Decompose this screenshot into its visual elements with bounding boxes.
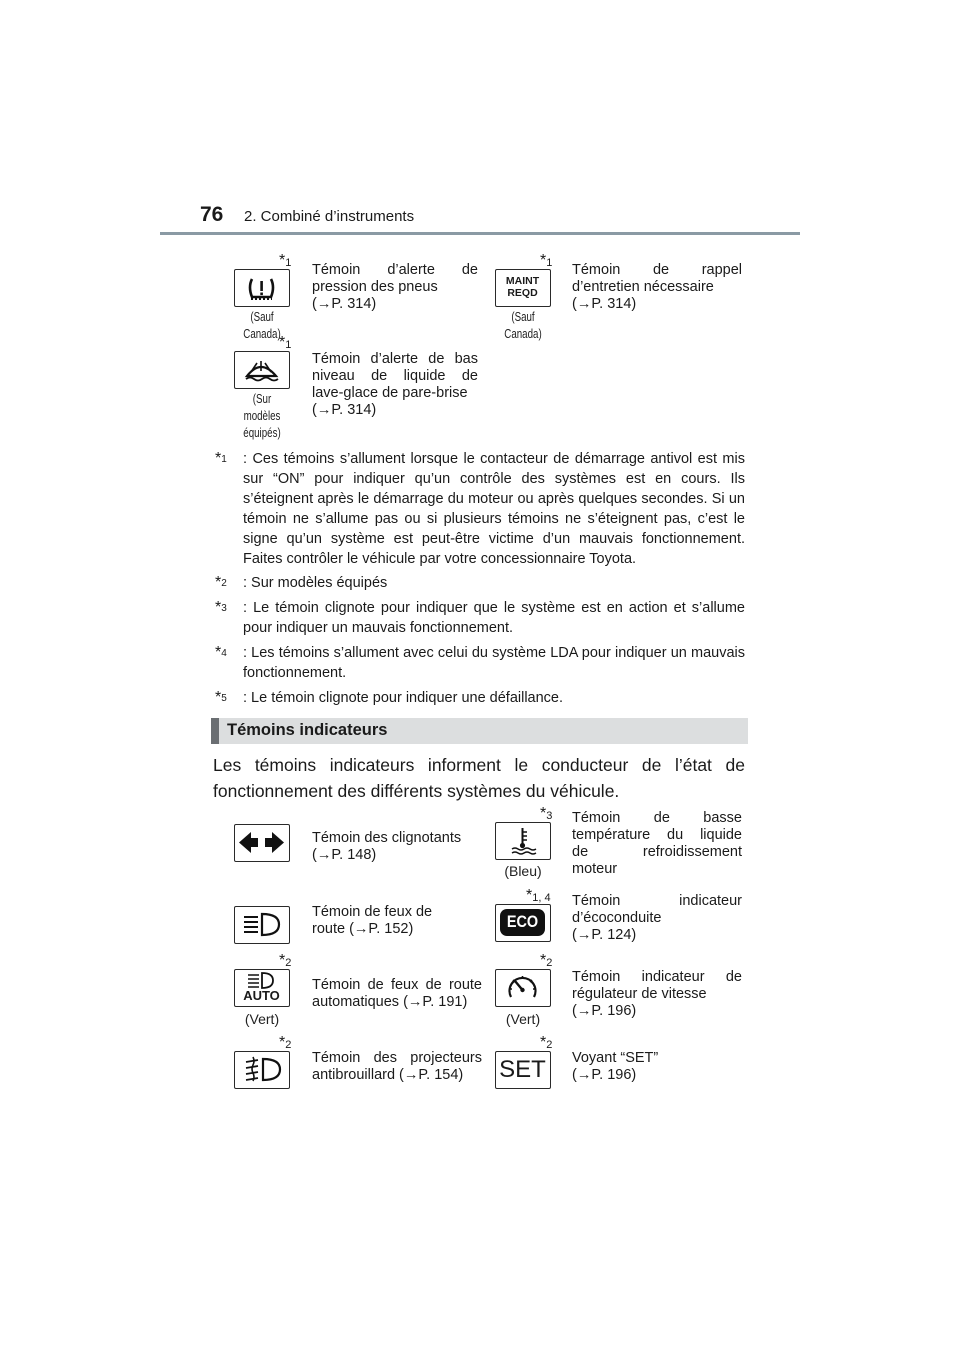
note-marker: *$^1$ [279, 252, 292, 269]
icon-caption: (Vert) [505, 1011, 541, 1027]
indicator-description: Témoin indicateur d’écoconduite (→P. 124) [572, 893, 742, 943]
high-beam-icon [234, 906, 290, 944]
section-title: Témoins indicateurs [227, 721, 388, 739]
note-marker: *$^2$ [279, 952, 292, 969]
chapter-title: 2. Combiné d’instruments [244, 208, 415, 225]
indicator-description: Témoin des clignotants (→P. 148) [312, 830, 462, 863]
intro-line-1: Les témoins indicateurs informent le conducteur de l’état de [213, 755, 745, 775]
light-description: Témoin d’alerte de bas niveau de liquide de lave-glace de pare-brise (→P. 314) [312, 351, 478, 418]
footnote: *$^1$ : Ces témoins s’allument lorsque le contacteur de démarrage antivol est mis sur “ON” pour indiquer qu’un contrôle des systèmes est en cours. Ils s’éteignent après le démarrage du moteur ou après quelques secondes. Si un témoin ne s’allume pas ou si plusieurs témoins ne s’éteignent pas, c’est le signe qu’un système est peut-être victime d’un mauvais fonctionnement. Faites contrôler le véhicule par votre concessionnaire Toyota. [215, 450, 745, 567]
footnote: *$^3$ : Le témoin clignote pour indiquer que le système est en action et s’allume pour indiquer un mauvais fonctionnement. [215, 599, 745, 636]
set-icon: SET [495, 1051, 551, 1089]
indicator-description: Témoin des projecteurs antibrouillard (→P. 154) [312, 1050, 482, 1083]
page-number: 76 [200, 203, 224, 226]
note-marker: *$^3$ [540, 805, 553, 822]
note-marker: *$^1$ [540, 252, 553, 269]
indicator-description: Témoin indicateur de régulateur de vitesse (→P. 196) [572, 969, 742, 1019]
auto-high-beam-icon: AUTO [234, 969, 290, 1007]
note-marker: *$^2$ [540, 1034, 553, 1051]
fog-light-icon [234, 1051, 290, 1089]
light-description: Témoin de rappel d’entretien nécessaire (→P. 314) [572, 262, 742, 312]
icon-caption: (Sauf Canada) [243, 310, 281, 341]
header-rule [160, 232, 800, 235]
indicator-description: Témoin de feux de route (→P. 152) [312, 904, 433, 937]
eco-icon: ECO [495, 904, 551, 942]
indicator-description: Témoin de feux de route automatiques (→P. 191) [312, 977, 482, 1010]
cruise-control-icon [495, 969, 551, 1007]
low-coolant-temp-icon [495, 822, 551, 860]
note-marker: *$^{1, 4}$ [526, 887, 551, 904]
tire-pressure-icon [234, 269, 290, 307]
light-description: Témoin d’alerte de pression des pneus (→P. 314) [312, 262, 478, 312]
indicator-description: Témoin de basse température du liquide de refroidissement moteur [572, 810, 742, 877]
note-marker: *$^2$ [279, 1034, 292, 1051]
icon-caption: (Vert) [244, 1011, 280, 1027]
washer-fluid-icon [234, 351, 290, 389]
icon-caption: (Sur modèles équipés) [243, 392, 281, 440]
intro-line-2: fonctionnement des différents systèmes du véhicule. [213, 781, 620, 801]
icon-caption: (Bleu) [504, 863, 542, 879]
section-header [211, 718, 748, 744]
note-marker: *$^1$ [279, 334, 292, 351]
footnote: *$^4$ : Les témoins s’allument avec celui du système LDA pour indiquer un mauvais fonctionnement. [215, 644, 745, 681]
icon-caption: (Sauf Canada) [504, 310, 542, 341]
note-marker: *$^2$ [540, 952, 553, 969]
maint-reqd-icon: MAINT REQD [495, 269, 551, 307]
footnote: *$^2$ : Sur modèles équipés [215, 574, 388, 591]
turn-signal-icon [234, 824, 290, 862]
indicator-description: Voyant “SET” (→P. 196) [572, 1050, 659, 1083]
footnote: *$^5$ : Le témoin clignote pour indiquer une défaillance. [215, 689, 564, 706]
